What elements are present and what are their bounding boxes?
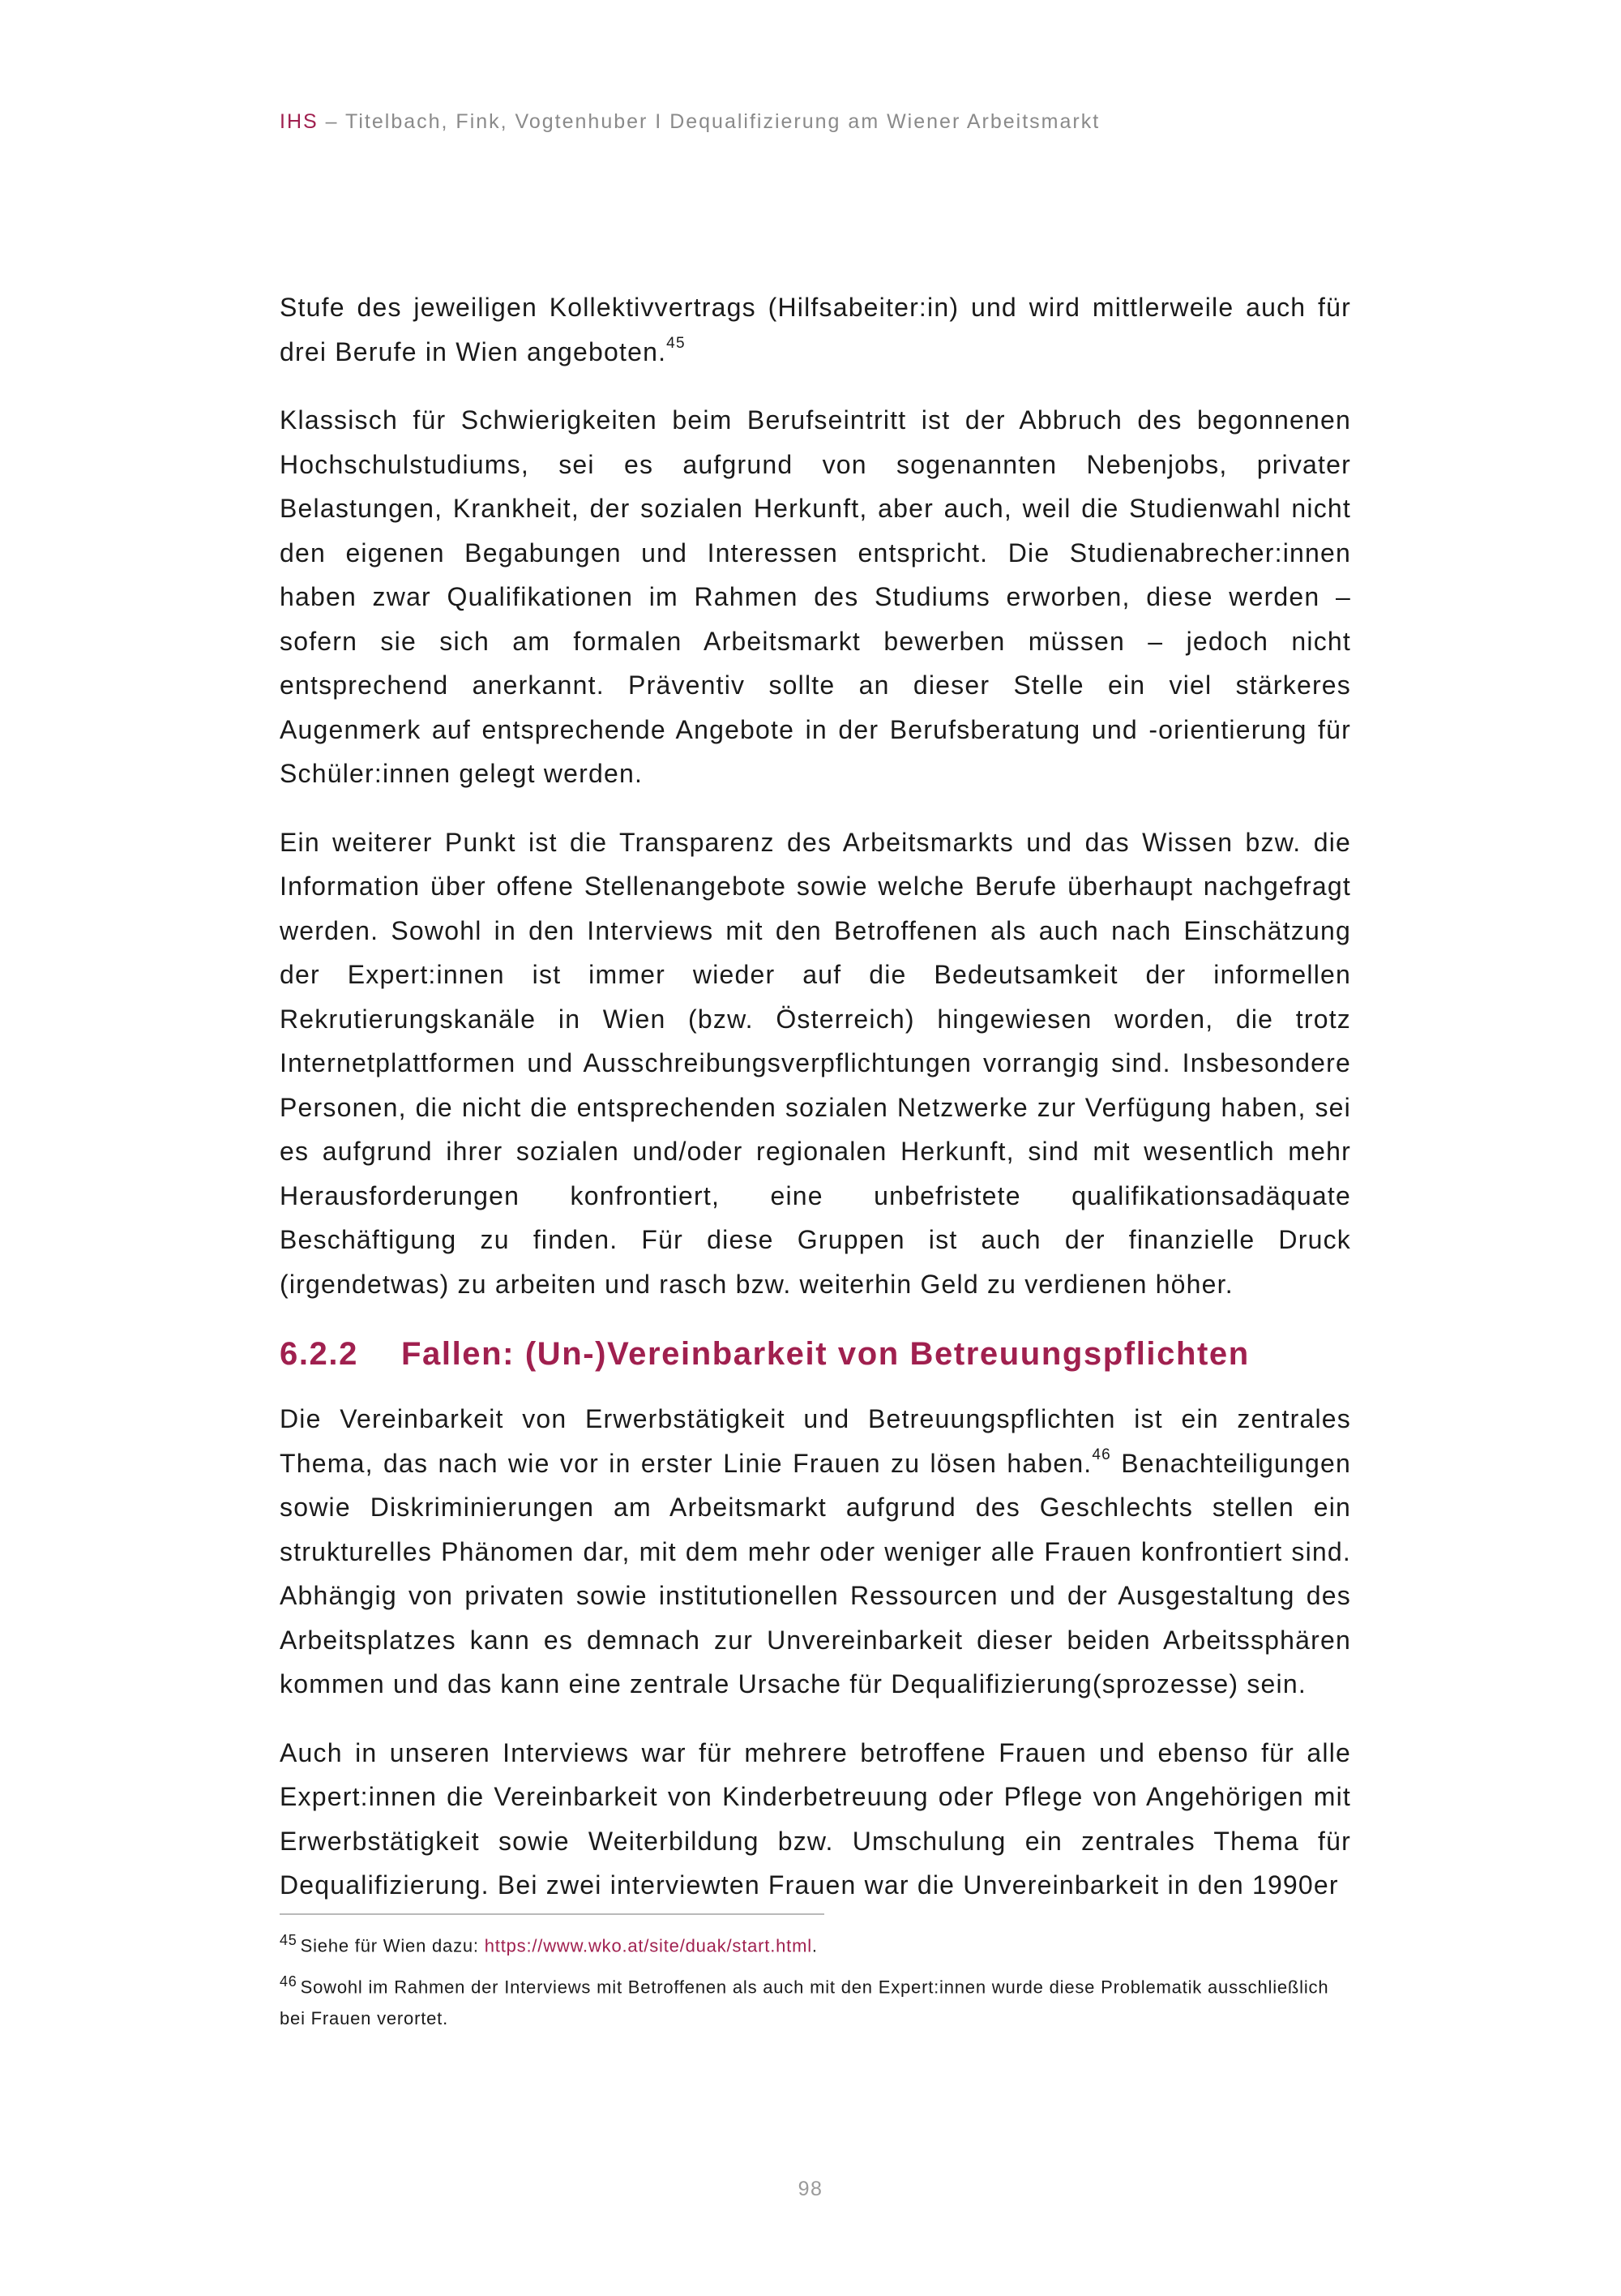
paragraph-3: Ein weiterer Punkt ist die Transparenz des Arbeitsmarkts und das Wissen bzw. die Information über offene Stellenangebote sowie welche Berufe überhaupt nachgefragt werden. Sowohl in den Interviews mit den Betroffenen als auch nach Einschätzung der Expert:innen ist immer wieder auf die Bedeutsamkeit der informellen Rekrutierungskanäle in Wien (bzw. Österreich) hingewiesen worden, die trotz Internetplattformen und Ausschreibungsverpflichtungen vorrangig sind. Insbesondere Personen, die nicht die entsprechenden sozialen Netzwerke zur Verfügung haben, sei es aufgrund ihrer sozialen und/oder regionalen Herkunft, sind mit wesentlich mehr Herausforderungen konfrontiert, eine unbefristete qualifikationsadäquate Beschäftigung zu finden. Für diese Gruppen ist auch der finanzielle Druck (irgendetwas) zu arbeiten und rasch bzw. weiterhin Geld zu verdienen höher. (280, 827, 1351, 1299)
footnote-number: 46 (280, 1973, 297, 1990)
main-content (280, 285, 1351, 1932)
footnote-text-after: . (811, 1935, 818, 1956)
footnote-text: Sowohl im Rahmen der Interviews mit Betroffenen als auch mit den Expert:innen wurde diese Problematik ausschließlich bei Frauen verortet. (280, 1977, 1329, 2028)
paragraph-4-text-after: Benachteiligungen sowie Diskriminierungen am Arbeitsmarkt aufgrund des Geschlechts stellen ein strukturelles Phänomen dar, mit dem mehr oder weniger alle Frauen konfrontiert sind. Abhängig von privaten sowie institutionellen Ressourcen und der Ausgestaltung des Arbeitsplatzes kann es demnach zur Unvereinbarkeit dieser beiden Arbeitssphären kommen und das kann eine zentrale Ursache für Dequalifizierung(sprozesse) sein. (280, 1448, 1351, 1698)
footnote-divider (280, 1913, 824, 1915)
footnote-link[interactable]: https://www.wko.at/site/duak/start.html (484, 1935, 812, 1956)
paragraph-1-text: Stufe des jeweiligen Kollektivvertrags (Hilfsabeiter:in) und wird mittlerweile auch für drei Berufe in Wien angeboten. (280, 293, 1351, 366)
paragraph-1 (280, 285, 1351, 374)
header-brand: IHS (280, 110, 319, 133)
paragraph-4 (280, 1397, 1351, 1707)
footnote-text: Siehe für Wien dazu: (300, 1935, 485, 1956)
footnote-ref-45[interactable]: 45 (666, 334, 686, 352)
footnotes (280, 1925, 1351, 2039)
running-header (280, 110, 1100, 134)
section-heading (280, 1330, 1351, 1377)
page-number: 98 (798, 2178, 823, 2200)
header-title: – Titelbach, Fink, Vogtenhuber I Dequalifizierung am Wiener Arbeitsmarkt (318, 110, 1101, 133)
section-number: 6.2.2 (280, 1336, 358, 1372)
footnote-number: 45 (280, 1932, 297, 1948)
section-title: Fallen: (Un-)Vereinbarkeit von Betreuungspflichten (401, 1336, 1250, 1372)
paragraph-4-text: Die Vereinbarkeit von Erwerbstätigkeit und Betreuungspflichten ist ein zentrales Thema, das nach wie vor in erster Linie Frauen zu lösen haben. (280, 1404, 1351, 1478)
paragraph-2: Klassisch für Schwierigkeiten beim Berufseintritt ist der Abbruch des begonnenen Hochschulstudiums, sei es aufgrund von sogenannten Nebenjobs, privater Belastungen, Krankheit, der sozialen Herkunft, aber auch, weil die Studienwahl nicht den eigenen Begabungen und Interessen entspricht. Die Studienabrecher:innen haben zwar Qualifikationen im Rahmen des Studiums erworben, diese werden – sofern sie sich am formalen Arbeitsmarkt bewerben müssen – jedoch nicht entsprechend anerkannt. Präventiv sollte an dieser Stelle ein viel stärkeres Augenmerk auf entsprechende Angebote in der Berufsberatung und -orientierung für Schüler:innen gelegt werden. (280, 405, 1351, 788)
paragraph-5: Auch in unseren Interviews war für mehrere betroffene Frauen und ebenso für alle Expert:innen die Vereinbarkeit von Kinderbetreuung oder Pflege von Angehörigen mit Erwerbstätigkeit sowie Weiterbildung bzw. Umschulung ein zentrales Thema für Dequalifizierung. Bei zwei interviewten Frauen war die Unvereinbarkeit in den 1990er (280, 1737, 1351, 1900)
footnote-ref-46[interactable]: 46 (1092, 1446, 1111, 1463)
footnote-46 (280, 1966, 1351, 2033)
footnote-45 (280, 1925, 1351, 1961)
